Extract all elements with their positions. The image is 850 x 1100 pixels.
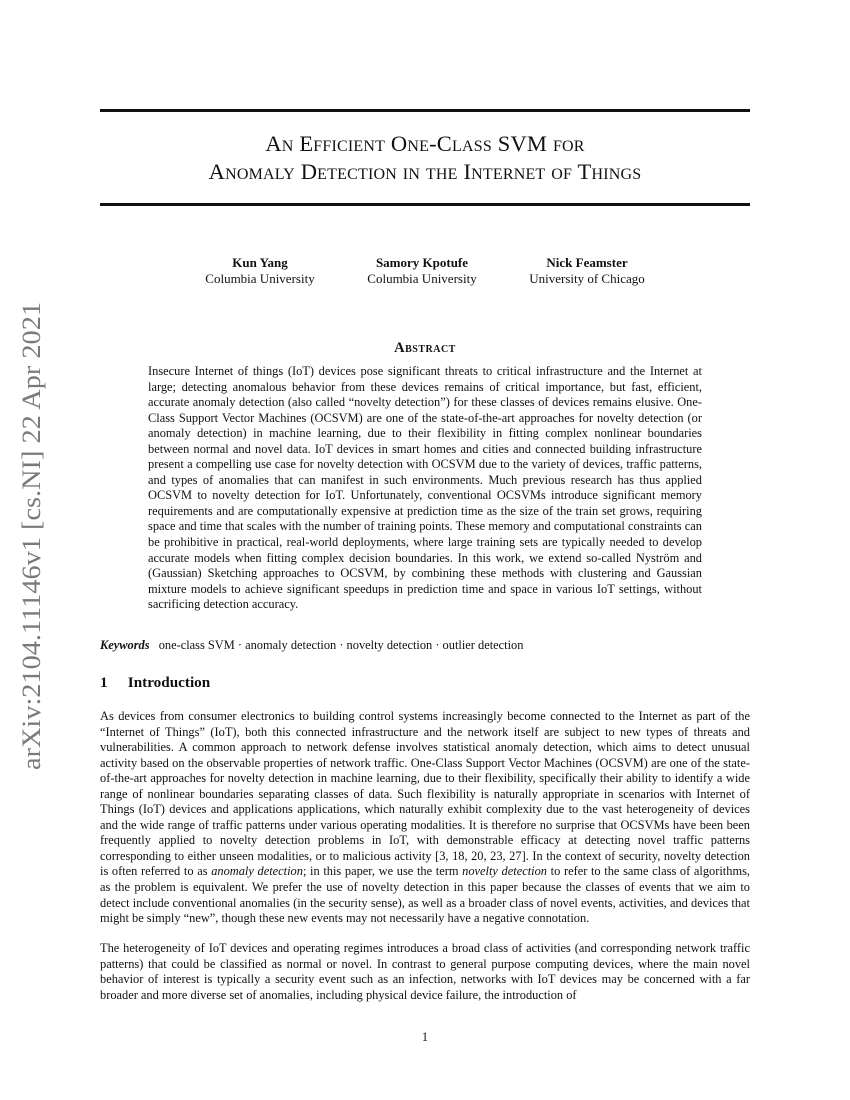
section-title: Introduction [127, 674, 211, 691]
author-name: Kun Yang [232, 255, 288, 270]
novelty-detection-term: novelty detection [462, 864, 547, 879]
section-number: 1 [100, 674, 108, 691]
arxiv-identifier-stamp [2, 300, 52, 770]
intro-paragraph-1-text: to refer to the same class of algorithms, as the problem is equivalent. We prefer the use of novelty detection in this paper because the classes of events that we aim to detect include conventional anomalies (in the security sense), as well as a broader class of novel events, activities, and devices that might be simply “new”, though these new events may not necessarily have a negative connotation. [100, 864, 751, 926]
author-affiliation: Columbia University [367, 271, 477, 286]
intro-paragraph-1-text: As devices from consumer electronics to building control systems increasingly become connected to the Internet as part of the “Internet of Things” (IoT), both this connected infrastructure and the network itself are subject to new types of threats and vulnerabilities. A common approach to network defense involves statistical anomaly detection, which aims to detect unusual activity based on the observable properties of network traffic. One-Class Support Vector Machines (OCSVM) are one of the state-of-the-art approaches for novelty detection in machine learning, due to their flexibility, specifically their ability to identify a wide range of nonlinear boundaries separating classes of data. Such flexibility is naturally appropriate in scenarios with Internet of Things (IoT) devices and applications applications, which naturally exhibit complexity due to the vast heterogeneity of devices and the wide range of traffic patterns under various operating modalities. It is therefore no surprise that OCSVMs have been been frequently applied to novelty detection problems in IoT, with demonstrable efficacy at detecting novel traffic patterns corresponding to either unseen modalities, or to malicious activity [3, 18, 20, 23, 27]. In the context of security, novelty detection is often referred to as [100, 709, 750, 879]
keywords-text: one-class SVM · anomaly detection · novelty detection · outlier detection [158, 638, 524, 652]
abstract-heading: Abstract [394, 340, 456, 356]
paper-title [100, 130, 750, 186]
intro-paragraph-2: The heterogeneity of IoT devices and operating regimes introduces a broad class of activities (and corresponding network traffic patterns) that could be classified as normal or novel. In contrast to general purpose computing devices, where the main novel behavior of interest is typically a security event such as an infection, networks with IoT devices may be concerned with a far broader and more diverse set of anomalies, including physical device failure, the introduction of [100, 941, 750, 1002]
title-bottom-rule [100, 203, 750, 206]
author-affiliation: Columbia University [205, 271, 315, 286]
intro-paragraph-1-text: ; in this paper, we use the term [302, 864, 463, 879]
author-name: Samory Kpotufe [375, 255, 469, 270]
author-3 [502, 255, 672, 287]
abstract-text: Insecure Internet of things (IoT) devices pose significant threats to critical infrastructure and the Internet at large; detecting anomalous behavior from these devices remains of critical importance, but fast, efficient, accurate anomaly detection (also called “novelty detection”) for these classes of devices remains elusive. One-Class Support Vector Machines (OCSVM) are one of the state-of-the-art approaches for novelty detection (or anomaly detection) in machine learning, due to their flexibility in fitting complex nonlinear boundaries between normal and novel data. IoT devices in smart homes and cities and connected building infrastructure present a compelling use case for novelty detection with OCSVM due to the variety of devices, traffic patterns, and types of anomalies that can manifest in such environments. Much previous research has thus applied OCSVM to novelty detection for IoT. Unfortunately, conventional OCSVMs introduce significant memory requirements and are computationally expensive at prediction time as the size of the train set grows, requiring space and time that scales with the number of training points. These memory and computational constraints can be prohibitive in practical, real-world deployments, where large training sets are typically needed to develop accurate models when fitting complex decision boundaries. In this work, we extend so-called Nyström and (Gaussian) Sketching approaches to OCSVM, by combining these methods with clustering and Gaussian mixture models to achieve significant speedups in prediction time and space in various IoT settings, without sacrificing detection accuracy. [148, 364, 702, 612]
title-top-rule [100, 109, 750, 112]
keywords-line [100, 637, 750, 653]
section-heading-introduction [100, 673, 750, 693]
author-name: Nick Feamster [546, 255, 628, 270]
intro-paragraph-1 [100, 709, 750, 927]
author-2 [337, 255, 507, 287]
author-block [0, 255, 850, 295]
page-number: 1 [421, 1030, 429, 1044]
paper-title-line-2: Anomaly Detection in the Internet of Things [208, 159, 642, 184]
author-affiliation: University of Chicago [529, 271, 645, 286]
author-1 [175, 255, 345, 287]
paper-title-line-1: An Efficient One-Class SVM for [265, 131, 585, 156]
arxiv-identifier-text: arXiv:2104.11146v1 [cs.NI] 22 Apr 2021 [16, 331, 46, 770]
keywords-label: Keywords [100, 638, 150, 652]
anomaly-detection-term: anomaly detection [211, 864, 303, 879]
